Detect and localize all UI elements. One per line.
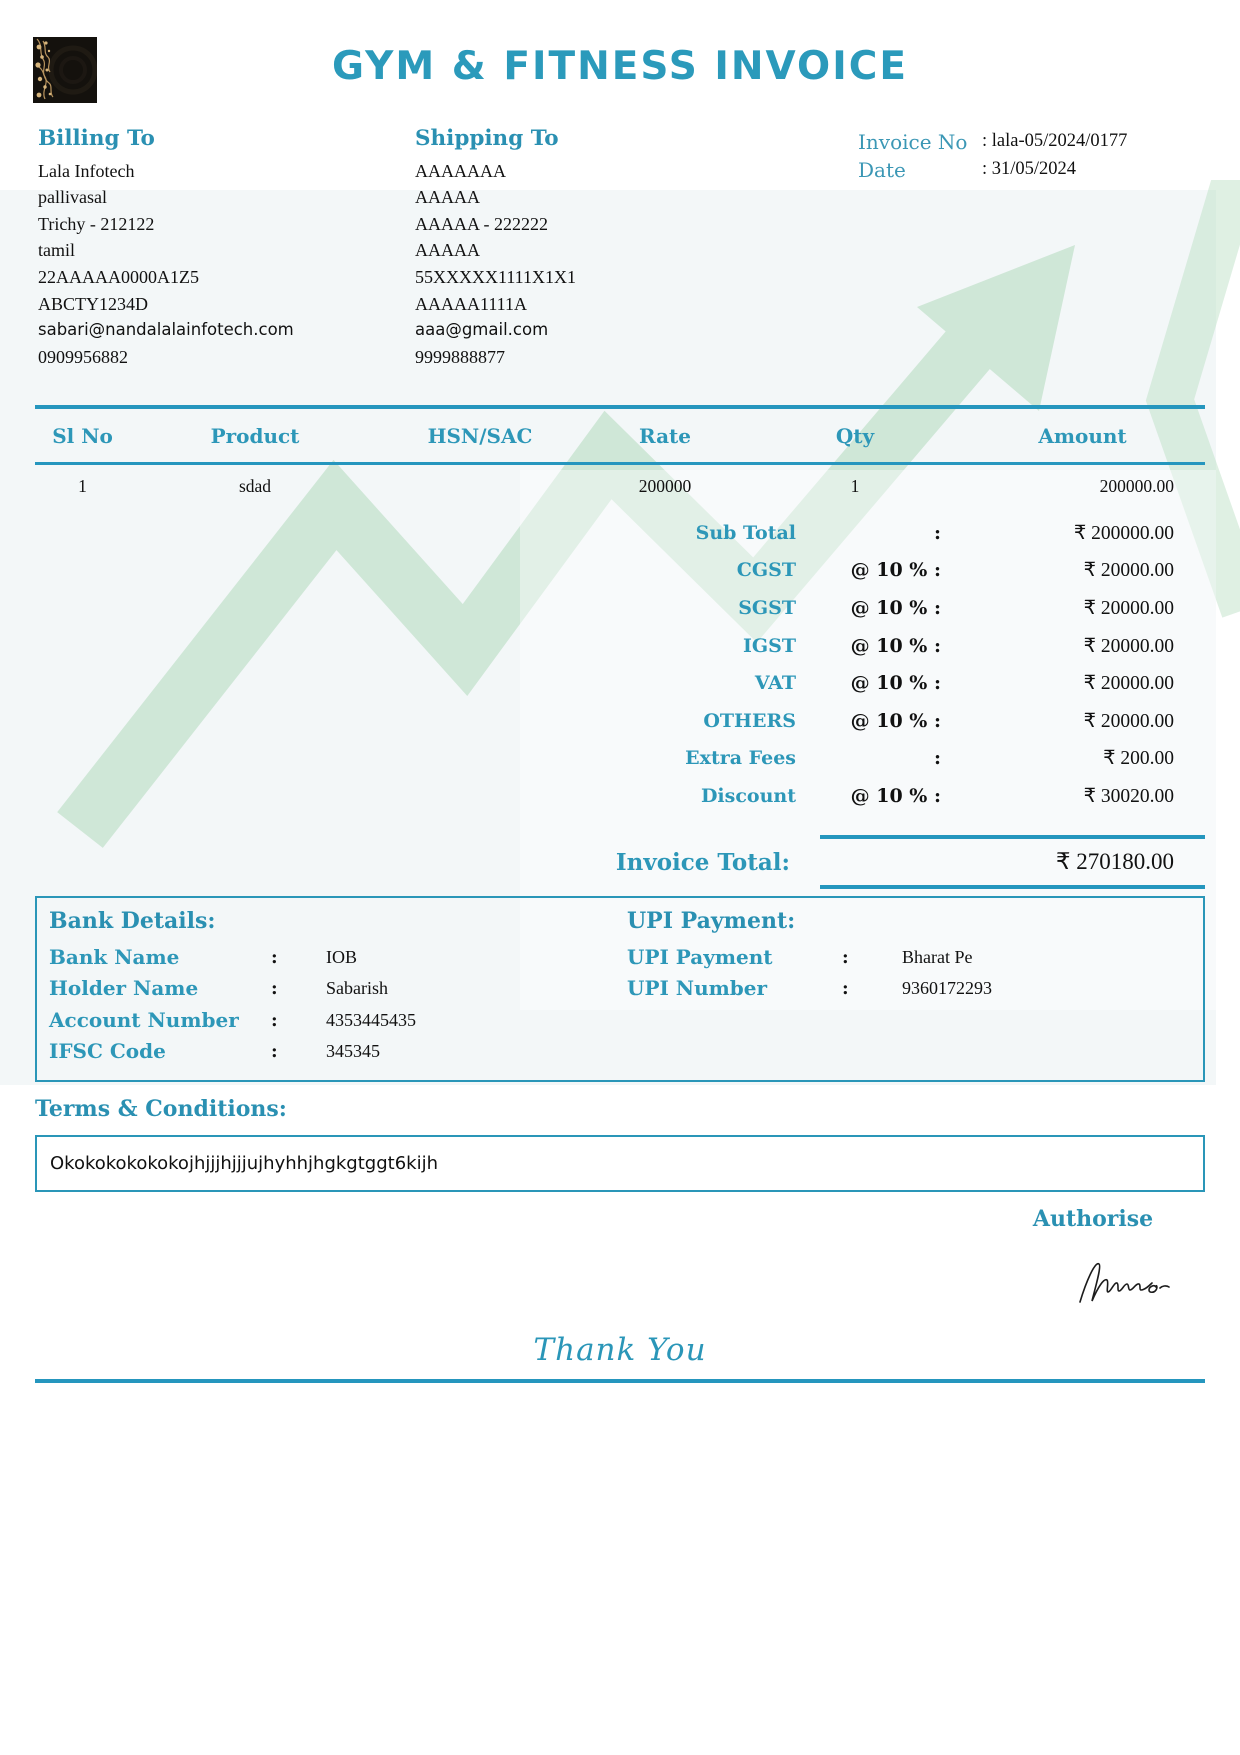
page-title: GYM & FITNESS INVOICE [332,44,908,89]
ifsc-code-label: IFSC Code [49,1039,166,1064]
total-rate: @ 10 % : [850,634,941,657]
upi-payment-row [627,942,992,973]
total-label: CGST [736,559,796,582]
total-label: OTHERS [703,709,796,732]
col-header-slno: Sl No [52,423,113,448]
signature-image [1078,1256,1173,1304]
invoice-no-label: Invoice No [858,130,968,154]
total-label: Discount [700,784,796,807]
total-row-others [35,702,1205,740]
total-row-cgst [35,552,1205,590]
shipping-line: AAAAA1111A [415,293,527,314]
shipping-phone: 9999888877 [415,346,505,367]
invoice-date-label: Date [858,158,906,182]
colon: : [842,947,849,968]
total-rate: : [933,521,941,544]
holder-name-value: Sabarish [326,978,388,999]
total-rate: @ 10 % : [850,559,941,582]
upi-payment-block [627,908,992,1005]
colon: : [842,978,849,1000]
billing-email: sabari@nandalalainfotech.com [38,320,294,340]
items-table [35,405,1205,508]
cell-slno: 1 [78,476,87,496]
col-header-qty: Qty [835,423,875,448]
invoice-total-amount: ₹ 270180.00 [820,835,1205,889]
shipping-to-heading: Shipping To [415,126,559,151]
bank-name-row [49,942,416,973]
upi-payment-label: UPI Payment [627,945,773,969]
footer-rule [35,1379,1205,1383]
billing-line: Lala Infotech [38,160,135,181]
total-label: IGST [743,634,796,657]
colon: : [271,947,278,968]
billing-line: ABCTY1234D [38,293,149,314]
invoice-no-value: : lala-05/2024/0177 [982,131,1128,151]
col-header-product: Product [210,423,300,448]
col-header-rate: Rate [638,423,691,448]
total-label: Sub Total [695,521,796,544]
total-amount: ₹ 20000.00 [1083,560,1174,582]
cell-amount: 200000.00 [1099,476,1174,496]
col-header-hsn: HSN/SAC [427,423,533,448]
terms-text: Okokokokokokojhjjjhjjjujhyhhjhgkgtggt6kijh [50,1153,438,1174]
total-row-subtotal [35,514,1205,552]
holder-name-row [49,973,416,1004]
bank-name-label: Bank Name [49,945,180,969]
total-rate: @ 10 % : [850,596,941,619]
totals-block [35,514,1205,815]
cell-qty: 1 [850,476,860,496]
account-number-row [49,1005,416,1036]
bank-name-value: IOB [326,947,357,967]
colon: : [271,978,278,1000]
authorise-label: Authorise [1032,1206,1154,1232]
total-rate: @ 10 % : [850,709,941,732]
billing-line: tamil [38,240,75,261]
total-amount: ₹ 20000.00 [1083,673,1174,695]
bank-upi-box [35,896,1205,1082]
upi-number-row [627,973,992,1004]
ifsc-code-value: 345345 [326,1041,380,1062]
total-row-discount [35,777,1205,815]
table-row [35,465,1205,508]
billing-phone: 0909956882 [38,346,128,367]
cell-rate: 200000 [638,476,692,496]
total-rate: @ 10 % : [850,784,941,807]
table-header-row [35,409,1205,462]
total-rate: @ 10 % : [850,672,941,695]
colon: : [271,1041,278,1063]
billing-line: 22AAAAA0000A1Z5 [38,266,199,287]
invoice-date-value: : 31/05/2024 [982,159,1077,179]
upi-payment-heading: UPI Payment: [627,908,796,934]
bank-details-heading: Bank Details: [49,908,216,934]
total-rate: : [933,747,941,770]
total-amount: ₹ 20000.00 [1083,597,1174,619]
thank-you-text: Thank You [533,1332,707,1368]
shipping-line: 55XXXXX1111X1X1 [415,266,576,287]
total-amount: ₹ 20000.00 [1083,710,1174,732]
ifsc-code-row [49,1036,416,1067]
total-label: Extra Fees [685,747,796,770]
total-amount: ₹ 20000.00 [1083,635,1174,657]
shipping-line: AAAAA [415,240,480,261]
terms-box [35,1135,1205,1192]
shipping-line: AAAAA - 222222 [415,213,548,234]
total-row-vat [35,664,1205,702]
total-label: SGST [738,596,796,619]
account-number-value: 4353445435 [326,1009,416,1030]
total-row-igst [35,627,1205,665]
invoice-meta-block [858,130,1127,182]
upi-number-value: 9360172293 [902,978,992,999]
total-amount: ₹ 200.00 [1103,748,1174,770]
billing-to-heading: Billing To [38,126,155,151]
total-amount: ₹ 200000.00 [1073,522,1174,544]
upi-number-label: UPI Number [627,976,768,1001]
shipping-to-block [415,126,576,370]
total-row-extra-fees [35,740,1205,778]
holder-name-label: Holder Name [49,976,199,1001]
col-header-amount: Amount [1038,423,1127,448]
shipping-line: AAAAAAA [415,160,506,181]
billing-line: pallivasal [38,187,107,208]
billing-line: Trichy - 212122 [38,213,155,234]
billing-to-block [38,126,294,370]
cell-product: sdad [238,476,272,496]
total-amount: ₹ 30020.00 [1083,785,1174,807]
account-number-label: Account Number [49,1007,239,1032]
invoice-total-label: Invoice Total: [615,848,790,876]
shipping-line: AAAAA [415,187,480,208]
total-label: VAT [754,672,796,695]
bank-details-block [49,908,416,1068]
total-row-sgst [35,589,1205,627]
colon: : [271,1009,278,1031]
shipping-email: aaa@gmail.com [415,320,549,340]
terms-heading: Terms & Conditions: [35,1096,287,1122]
upi-payment-value: Bharat Pe [902,947,973,967]
